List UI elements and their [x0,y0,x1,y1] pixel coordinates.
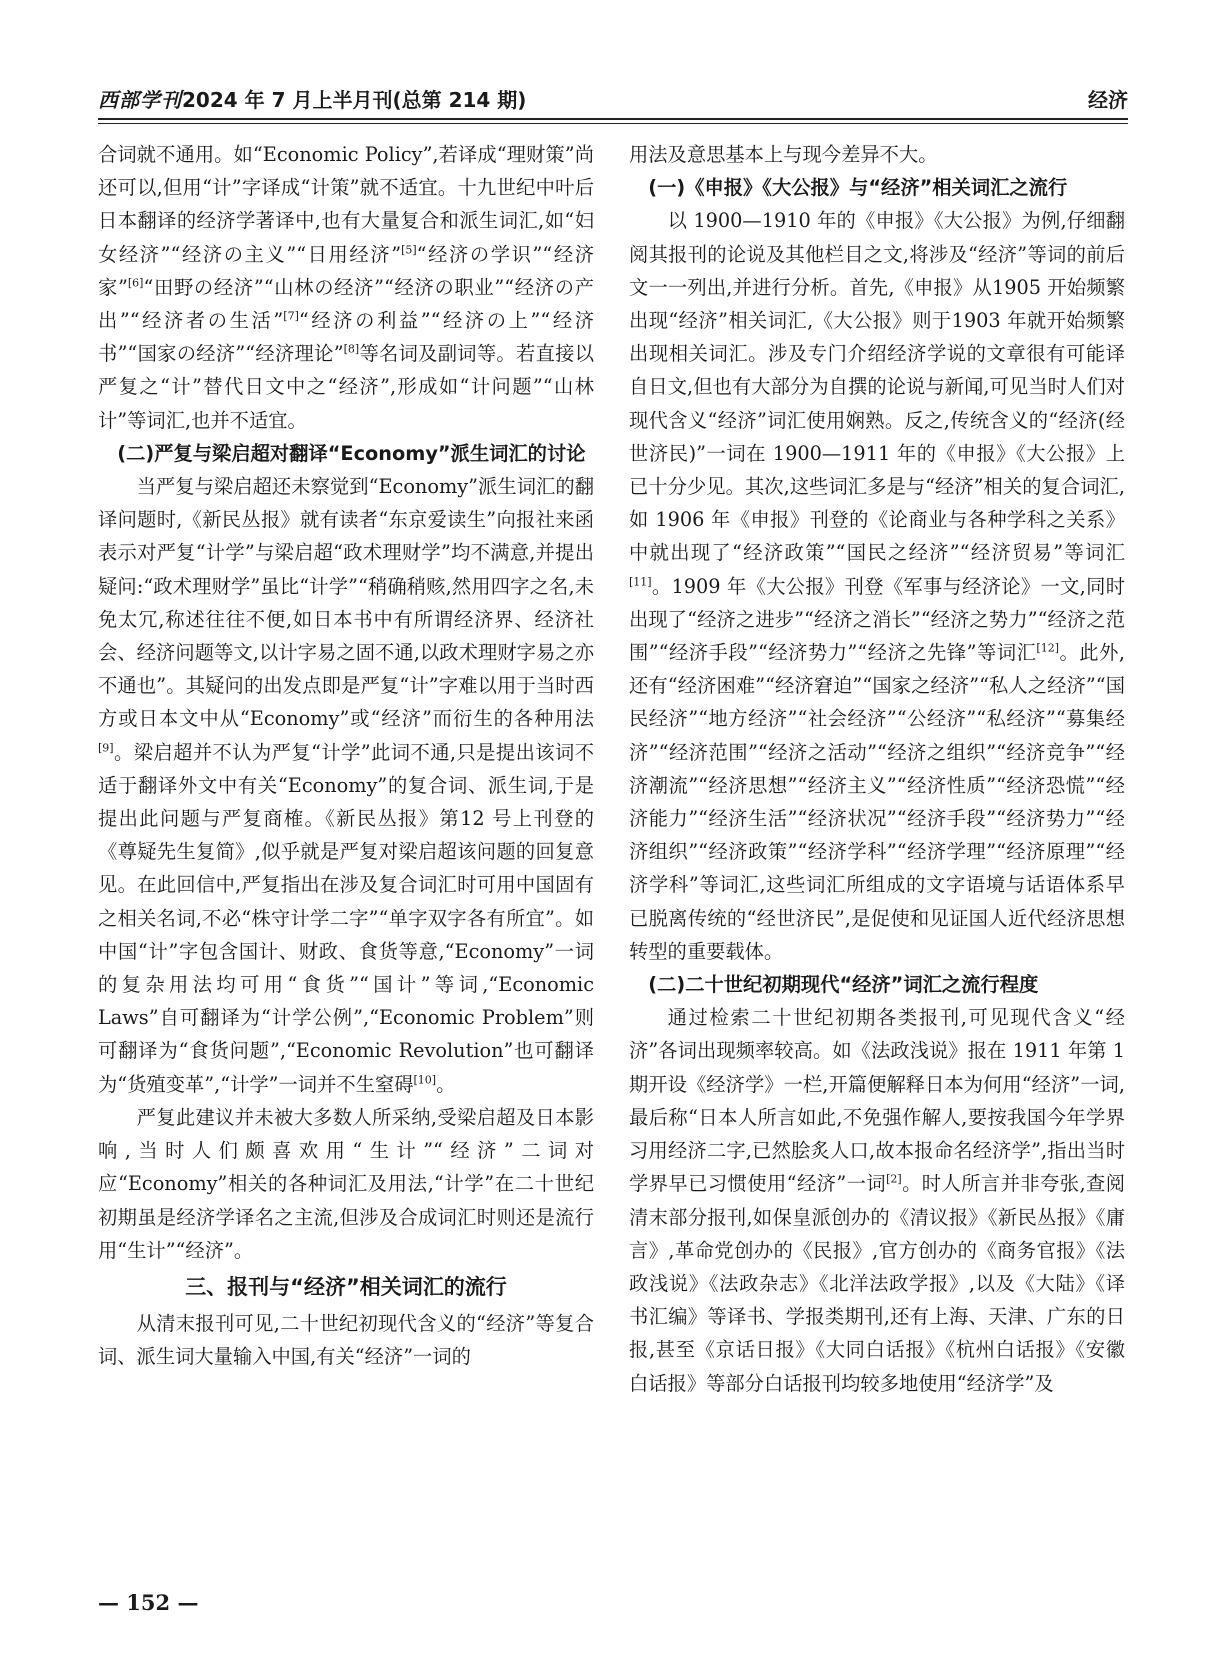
subsection-heading: (二)二十世纪初期现代“经济”词汇之流行程度 [648,973,1039,997]
section-label: 经济 [1088,88,1128,112]
section-heading: 三、报刊与“经济”相关词汇的流行 [185,1274,507,1299]
text: 。时人所言并非夸张,查阅清末部分报刊,如保皇派创办的《清议报》《新民丛报》《庸言》,革命党创办的《民报》,官方创办的《商务官报》《法政浅说》《法政杂志》《北洋法政学报》,以及《大陆》《译书汇编》等译书、学报类期刊,还有上海、天津、广东的日报,甚至《京话日报》《大同白话报》《杭州白话报》《安徽白话报》等部分白话报刊均较多地使用“经济学”及 [629,1172,1125,1395]
text: 合词就不通用。如“Economic Policy”,若译成“理财策”尚还可以,但用“计”字译成“计策”就不适宜。十九世纪中叶后日本翻译的经济学著译中,也有大量复合和派生词汇,如“妇女经济”“经济の主义”“日用经济” [98,143,594,266]
paragraph [629,1001,1125,1399]
paragraph: 从清末报刊可见,二十世纪初现代含义的“经济”等复合词、派生词大量输入中国,有关“经济”一词的 [98,1311,594,1369]
citation: [2] [886,1172,902,1186]
running-header [98,84,1128,118]
text: 。梁启超并不认为严复“计学”此词不通,只是提出该词不适于翻译外文中有关“Economy”的复合词、派生词,于是提出此问题与严复商榷。《新民丛报》第12 号上刊登的《尊疑先生复简》,似乎就是严复对梁启超该问题的回复意见。在此回信中,严复指出在涉及复合词汇时可用中国固有之相关名词,不必“株守计学二字”“单字双字各有所宜”。如中国“计”字包含国计、财政、食货等意,“Economy”一词的复杂用法均可用“食货”“国计”等词,“Economic Laws”自可翻译为“计学公例”,“Economic Problem”则可翻译为“食货问题”,“Economic Revolution”也可翻译为“货殖变革”,“计学”一词并不生窒碍 [98,740,594,1096]
text: 当严复与梁启超还未察觉到“Economy”派生词汇的翻译问题时,《新民丛报》就有读者“东京爱读生”向报社来函表示对严复“计学”与梁启超“政术理财学”均不满意,并提出疑问:“政术理财学”虽比“计学”“稍确稍赅,然用四字之名,未免太冗,称述往往不便,如日本书中有所谓经济界、经济社会、经济问题等文,以计字易之固不通,以政术理财字易之亦不通也”。其疑问的出发点即是严复“计”字难以用于当时西方或日本文中从“Economy”或“经济”而衍生的各种用法 [98,475,594,731]
paragraph [98,138,594,437]
paragraph: 用法及意思基本上与现今差异不大。 [629,143,938,166]
citation: [5] [401,243,417,257]
text: 通过检索二十世纪初期各类报刊,可见现代含义“经济”各词出现频率较高。如《法政浅说》报在 1911 年第 1 期开设《经济学》一栏,开篇便解释日本为何用“经济”一词,最后称“日本人所言如此,不免强作解人,要按我国今年学界习用经济二字,已然脍炙人口,故本报命名经济学”,指出当时学界早已习惯使用“经济”一词 [629,1006,1125,1196]
citation: [11] [629,575,652,589]
text: 。1909 年《大公报》刊登《军事与经济论》一文,同时出现了“经济之进步”“经济之消长”“经济之势力”“经济之范围”“经济手段”“经济势力”“经济之先锋”等词汇 [629,574,1125,665]
paragraph: 严复此建议并未被大多数人所采纳,受梁启超及日本影响,当时人们颇喜欢用“生计”“经济”二词对应“Economy”相关的各种词汇及用法,“计学”在二十世纪初期虽是经济学译名之主流,但涉及合成词汇时则还是流行用“生计”“经济”。 [98,1105,594,1262]
citation: [8] [343,342,360,356]
page-number: — 152 — [98,1590,199,1615]
header-rule-thick [98,118,1128,120]
citation: [9] [98,741,114,755]
citation: [7] [283,309,299,323]
subsection-heading: (一)《申报》《大公报》与“经济”相关词汇之流行 [648,176,1068,200]
text: “田野の经济”“山林の经济”“经济の职业”“经济の产出”“经济者の生活” [98,275,594,333]
text: 。此外,还有“经济困难”“经济窘迫”“国家之经济”“私人之经济”“国民经济”“地方经济”“社会经济”“公经济”“私经济”“募集经济”“经济范围”“经济之活动”“经济之组织”“经济竞争”“经济潮流”“经济思想”“经济主义”“经济性质”“经济恐慌”“经济能力”“经济生活”“经济状况”“经济手段”“经济势力”“经济组织”“经济政策”“经济学科”“经济学理”“经济原理”“经济学科”等词汇,这些词汇所组成的文字语境与话语体系早已脱离传统的“经世济民”,是促使和见证国人近代经济思想转型的重要载体。 [629,641,1125,963]
paragraph [629,204,1125,968]
journal-header [98,84,526,113]
subsection-heading: (二)严复与梁启超对翻译“Economy”派生词汇的讨论 [117,441,586,465]
issue-info: 2024 年 7 月上半月刊(总第 214 期) [182,88,527,112]
text: 以 1900—1910 年的《申报》《大公报》为例,仔细翻阅其报刊的论说及其他栏目之文,将涉及“经济”等词的前后文一一列出,并进行分析。首先,《申报》从1905 开始频繁出现“经济”相关词汇,《大公报》则于1903 年就开始频繁出现相关词汇。涉及专门介绍经济学说的文章很有可能译自日文,但也有大部分为自撰的论说与新闻,可见当时人们对现代含义“经济”词汇使用娴熟。反之,传统含义的“经济(经世济民)”一词在 1900—1911 年的《申报》《大公报》上已十分少见。其次,这些词汇多是与“经济”相关的复合词汇,如 1906 年《申报》刊登的《论商业与各种学科之关系》中就出现了“经济政策”“国民之经济”“经济贸易”等词汇 [629,209,1125,565]
text: 等名词及副词等。若直接以严复之“计”替代日文中之“经济”,形成如“计问题”“山林计”等词汇,也并不适宜。 [98,342,594,432]
left-column [98,138,594,1608]
text: “经济の学识”“经济家” [98,242,594,299]
citation: [6] [127,276,144,290]
citation: [12] [1036,641,1059,655]
paragraph [98,470,594,1101]
text: “经济の利益”“经济の上”“经济书”“国家の经济”“经济理论” [98,309,594,366]
citation: [10] [413,1073,437,1087]
right-column [629,138,1125,1608]
journal-logo: 西部学刊 [98,88,182,112]
text: 。 [436,1072,456,1096]
header-rule-thin [98,123,1128,124]
